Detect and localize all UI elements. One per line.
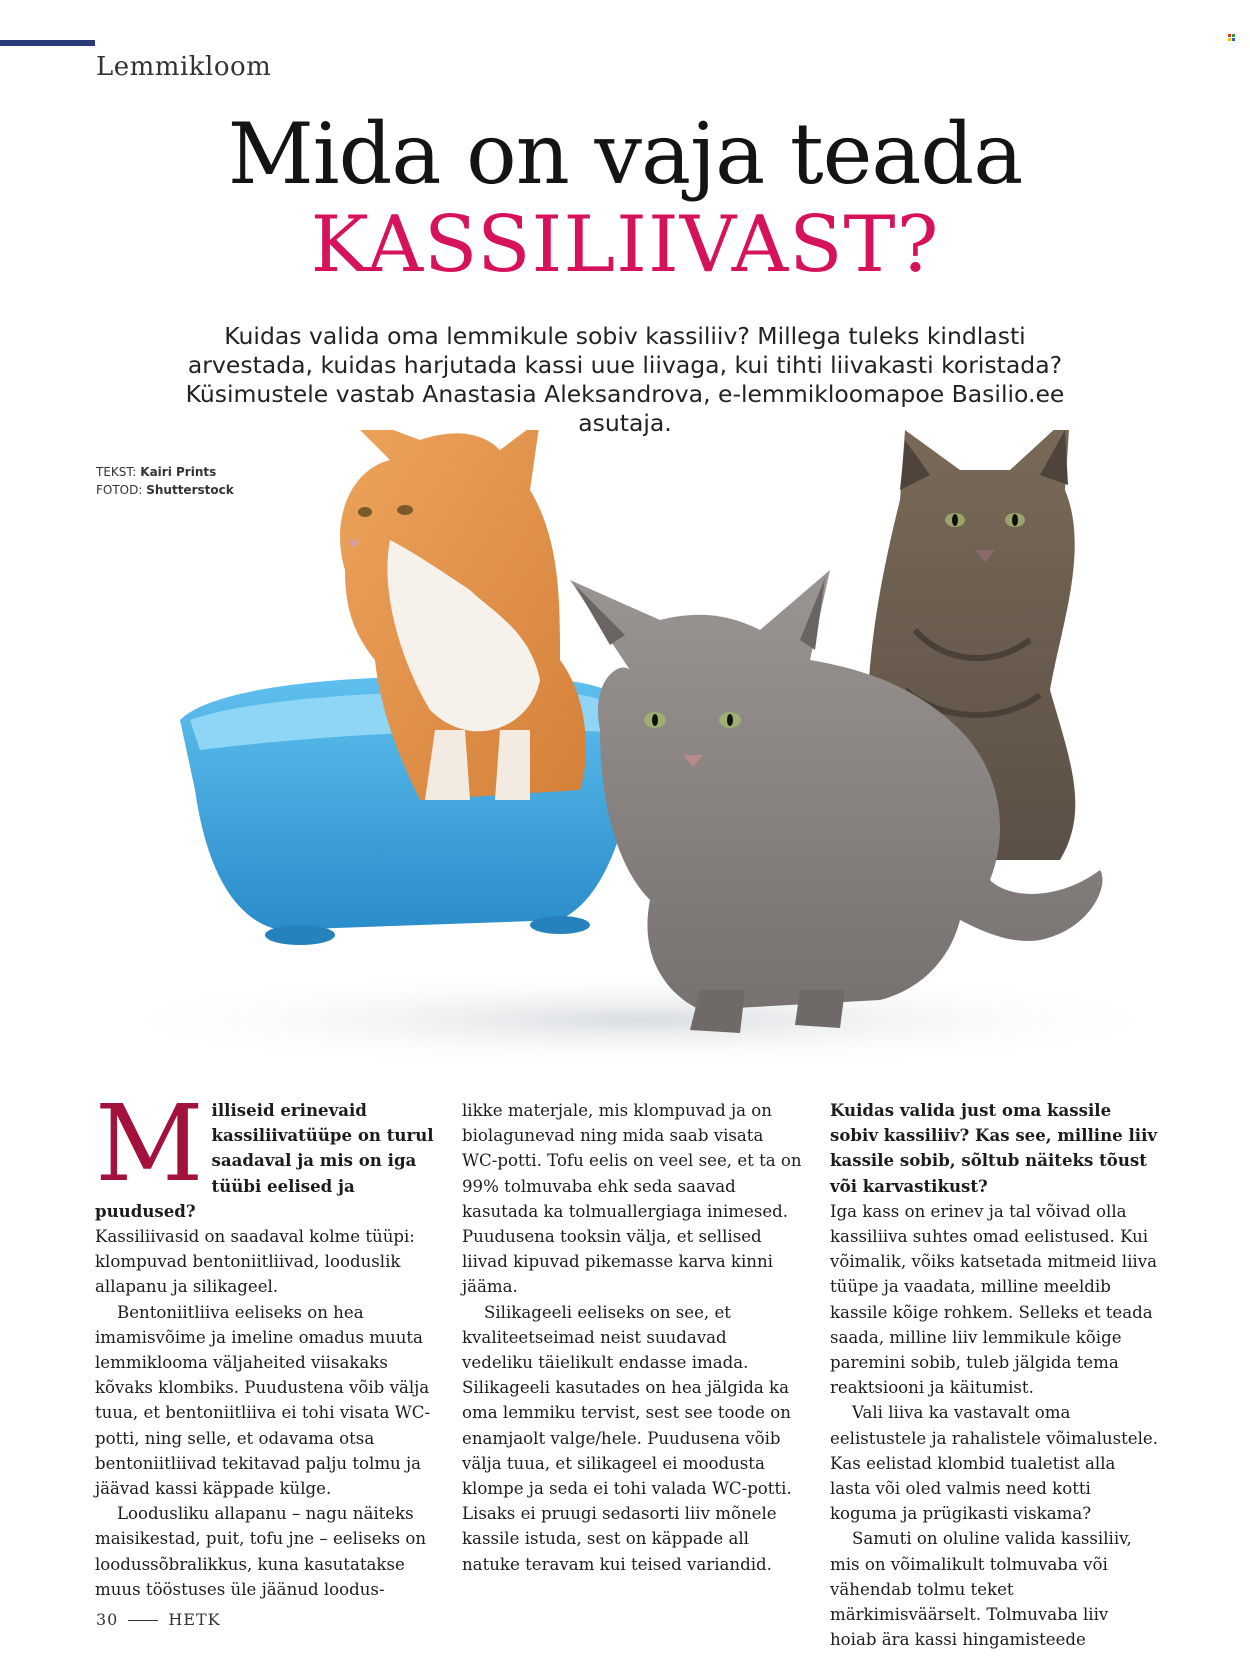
credit-text-label: TEKST: xyxy=(96,465,137,479)
paragraph: likke materjale, mis klompuvad ja on biolagunevad ning mida saab visata WC-potti. Tofu eelis on veel see, et ta on 99% tolmuvaba ehk seda saavad kasutada ka tolmuallergiaga inimesed. Puudusena tooksin välja, et sellised liivad kipuvad pikemasse karva kinni jääma. xyxy=(462,1101,802,1297)
paragraph: Kassiliivasid on saadaval kolme tüüpi: klompuvad bentoniitliivad, looduslik allapanu ja silikageel. xyxy=(95,1227,415,1297)
column-1 xyxy=(95,1082,435,1602)
headline-line-1: Mida on vaja teada xyxy=(227,105,1023,203)
headline xyxy=(0,105,1250,290)
top-accent-rule xyxy=(0,40,95,46)
floor-shadow xyxy=(80,970,1200,1070)
drop-cap: M xyxy=(95,1082,204,1205)
cats-photo xyxy=(0,430,1250,1070)
section-label: Lemmikloom xyxy=(96,52,272,82)
print-registration-mark xyxy=(1228,34,1236,42)
magazine-name: HETK xyxy=(168,1610,221,1629)
paragraph: Loodusliku allapanu – nagu näiteks maisikestad, puit, tofu jne – eeliseks on loodussõbralikkus, kuna kasutatakse muus tööstuses üle jäänud loodus- xyxy=(95,1504,427,1599)
column-3 xyxy=(830,1098,1160,1652)
page-footer xyxy=(96,1610,221,1629)
credit-photo-name: Shutterstock xyxy=(146,483,234,497)
credit-photo-label: FOTOD: xyxy=(96,483,143,497)
question-2: Kuidas valida just oma kassile sobiv kassiliiv? Kas see, milline liiv kassile sobib, sõltub näiteks tõust või karvastikust? xyxy=(830,1100,1158,1196)
page-number: 30 xyxy=(96,1610,119,1629)
paragraph: Silikageeli eeliseks on see, et kvaliteetseimad neist suudavad vedeliku täielikult endasse imada. Silikageeli kasutades on hea jälgida ka oma lemmiku tervist, sest see toode on enamjaolt valge/hele. Puudusena võib välja tuua, et silikageel ei moodusta klompe ja seda ei tohi valada WC-potti. Lisaks ei pruugi sedasorti liiv mõnele kassile istuda, sest on käppade all natuke teravam kui teised variandid. xyxy=(462,1302,792,1574)
question-1: illiseid erinevaid kassiliivatüüpe on turul saadaval ja mis on iga tüübi eelised ja puudused? xyxy=(95,1100,434,1221)
headline-line-2: KASSILIIVAST? xyxy=(310,200,940,290)
paragraph: Samuti on oluline valida kassiliiv, mis on võimalikult tolmuvaba või vähendab tolmu teket märkimisväärselt. Tolmuvaba liiv hoiab ära kassi hingamisteede xyxy=(830,1529,1132,1650)
paragraph: Vali liiva ka vastavalt oma eelistustele ja rahalistele võimalustele. Kas eelistad klombid tualetist alla lasta või oled valmis need kotti koguma ja prügikasti viskama? xyxy=(830,1403,1158,1524)
footer-rule xyxy=(128,1620,158,1621)
paragraph: Iga kass on erinev ja tal võivad olla kassiliiva suhtes omad eelistused. Kui võimalik, võiks katsetada mitmeid liiva tüüpe ja vaadata, milline meeldib kassile kõige rohkem. Selleks et teada saada, milline liiv lemmikule kõige paremini sobib, tuleb jälgida tema reaktsiooni ja käitumist. xyxy=(830,1201,1157,1398)
column-2 xyxy=(462,1098,802,1577)
paragraph: Bentoniitliiva eeliseks on hea imamisvõime ja imeline omadus muuta lemmiklooma väljaheited viisakaks kõvaks klombiks. Puudustena võib välja tuua, et bentoniitliiva ei tohi visata WC-potti, ning selle, et odavama otsa bentoniitliivad tekitavad palju tolmu ja jäävad kassi käppade külge. xyxy=(95,1302,431,1499)
lead-paragraph: Kuidas valida oma lemmikule sobiv kassiliiv? Millega tuleks kindlasti arvestada, kuidas harjutada kassi uue liivaga, kui tihti liivakasti koristada? Küsimustele vastab Anastasia Aleksandrova, e-lemmikloomapoe Basilio.ee asutaja. xyxy=(185,322,1065,437)
credit-text-name: Kairi Prints xyxy=(140,465,217,479)
